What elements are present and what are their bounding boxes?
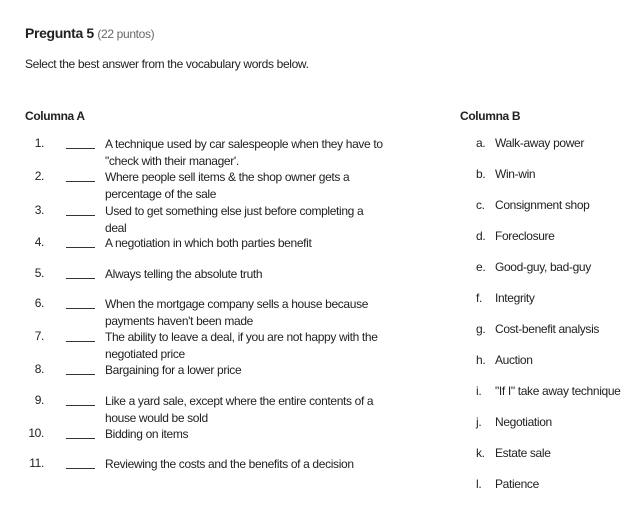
item-number: 8. [34,362,44,376]
item-number: 1. [34,136,44,150]
option-text: Estate sale [495,446,551,460]
option-text: Cost-benefit analysis [495,322,600,336]
item-number: 9. [34,393,44,407]
vocabulary-option [476,167,535,181]
option-letter: j. [476,415,482,429]
answer-blank[interactable] [66,278,95,279]
question-points: (22 puntos) [97,27,155,41]
answer-blank[interactable] [66,247,95,248]
option-letter: g. [476,322,486,336]
matching-item [0,362,420,392]
answer-blank[interactable] [66,374,95,375]
item-description: Like a yard sale, except where the entire contents of a house would be sold [105,394,374,425]
item-description: Used to get something else just before completing a deal [105,204,364,235]
vocabulary-option [476,291,535,305]
matching-item [0,235,420,265]
vocabulary-option [476,229,555,243]
item-description: When the mortgage company sells a house because payments haven't been made [105,297,369,328]
option-letter: a. [476,136,486,150]
answer-blank[interactable] [66,181,95,182]
item-description: Always telling the absolute truth [105,267,263,281]
vocabulary-option [476,353,533,367]
answer-blank[interactable] [66,468,95,469]
answer-blank[interactable] [66,341,95,342]
item-description: Where people sell items & the shop owner gets a percentage of the sale [105,170,350,201]
item-description: The ability to leave a deal, if you are not happy with the negotiated price [105,330,378,361]
matching-item [0,393,420,423]
option-text: Auction [495,353,533,367]
option-text: Good-guy, bad-guy [495,260,591,274]
option-text: Foreclosure [495,229,555,243]
item-number: 11. [29,456,44,470]
question-number: Pregunta 5 [25,25,94,41]
item-description: Reviewing the costs and the benefits of a decision [105,457,354,471]
answer-blank[interactable] [66,405,95,406]
option-text: Win-win [495,167,536,181]
vocabulary-option [476,384,621,398]
option-text: Consignment shop [495,198,590,212]
item-description: Bargaining for a lower price [105,363,242,377]
option-letter: i. [476,384,482,398]
question-title [25,25,154,41]
item-number: 7. [34,329,44,343]
matching-item [0,203,420,233]
item-description: Bidding on items [105,427,189,441]
option-text: "If I" take away technique [495,384,621,398]
item-number: 6. [34,296,44,310]
item-number: 5. [34,266,44,280]
matching-item [0,296,420,326]
option-letter: f. [476,291,482,305]
answer-blank[interactable] [66,215,95,216]
item-description: A technique used by car salespeople when they have to "check with their manager'. [105,137,383,168]
instructions: Select the best answer from the vocabulary words below. [25,57,309,71]
matching-item [0,426,420,456]
answer-blank[interactable] [66,308,95,309]
column-b-header: Columna B [460,109,521,123]
vocabulary-option [476,446,551,460]
option-text: Integrity [495,291,535,305]
answer-blank[interactable] [66,148,95,149]
option-letter: c. [476,198,485,212]
option-letter: h. [476,353,486,367]
item-number: 4. [34,235,44,249]
item-number: 2. [34,169,44,183]
matching-item [0,169,420,199]
option-letter: b. [476,167,486,181]
option-text: Patience [495,477,539,491]
matching-item [0,266,420,296]
vocabulary-option [476,136,584,150]
option-letter: k. [476,446,485,460]
vocabulary-option [476,322,599,336]
option-letter: e. [476,260,486,274]
matching-item [0,136,420,166]
vocabulary-option [476,415,552,429]
matching-item [0,456,420,486]
item-description: A negotiation in which both parties benefit [105,236,312,250]
vocabulary-option [476,477,539,491]
item-number: 3. [34,203,44,217]
vocabulary-option [476,260,591,274]
option-text: Negotiation [495,415,552,429]
matching-item [0,329,420,359]
answer-blank[interactable] [66,438,95,439]
item-number: 10. [28,426,44,440]
option-letter: d. [476,229,486,243]
option-text: Walk-away power [495,136,584,150]
vocabulary-option [476,198,589,212]
option-letter: l. [476,477,482,491]
column-a-header: Columna A [25,109,85,123]
